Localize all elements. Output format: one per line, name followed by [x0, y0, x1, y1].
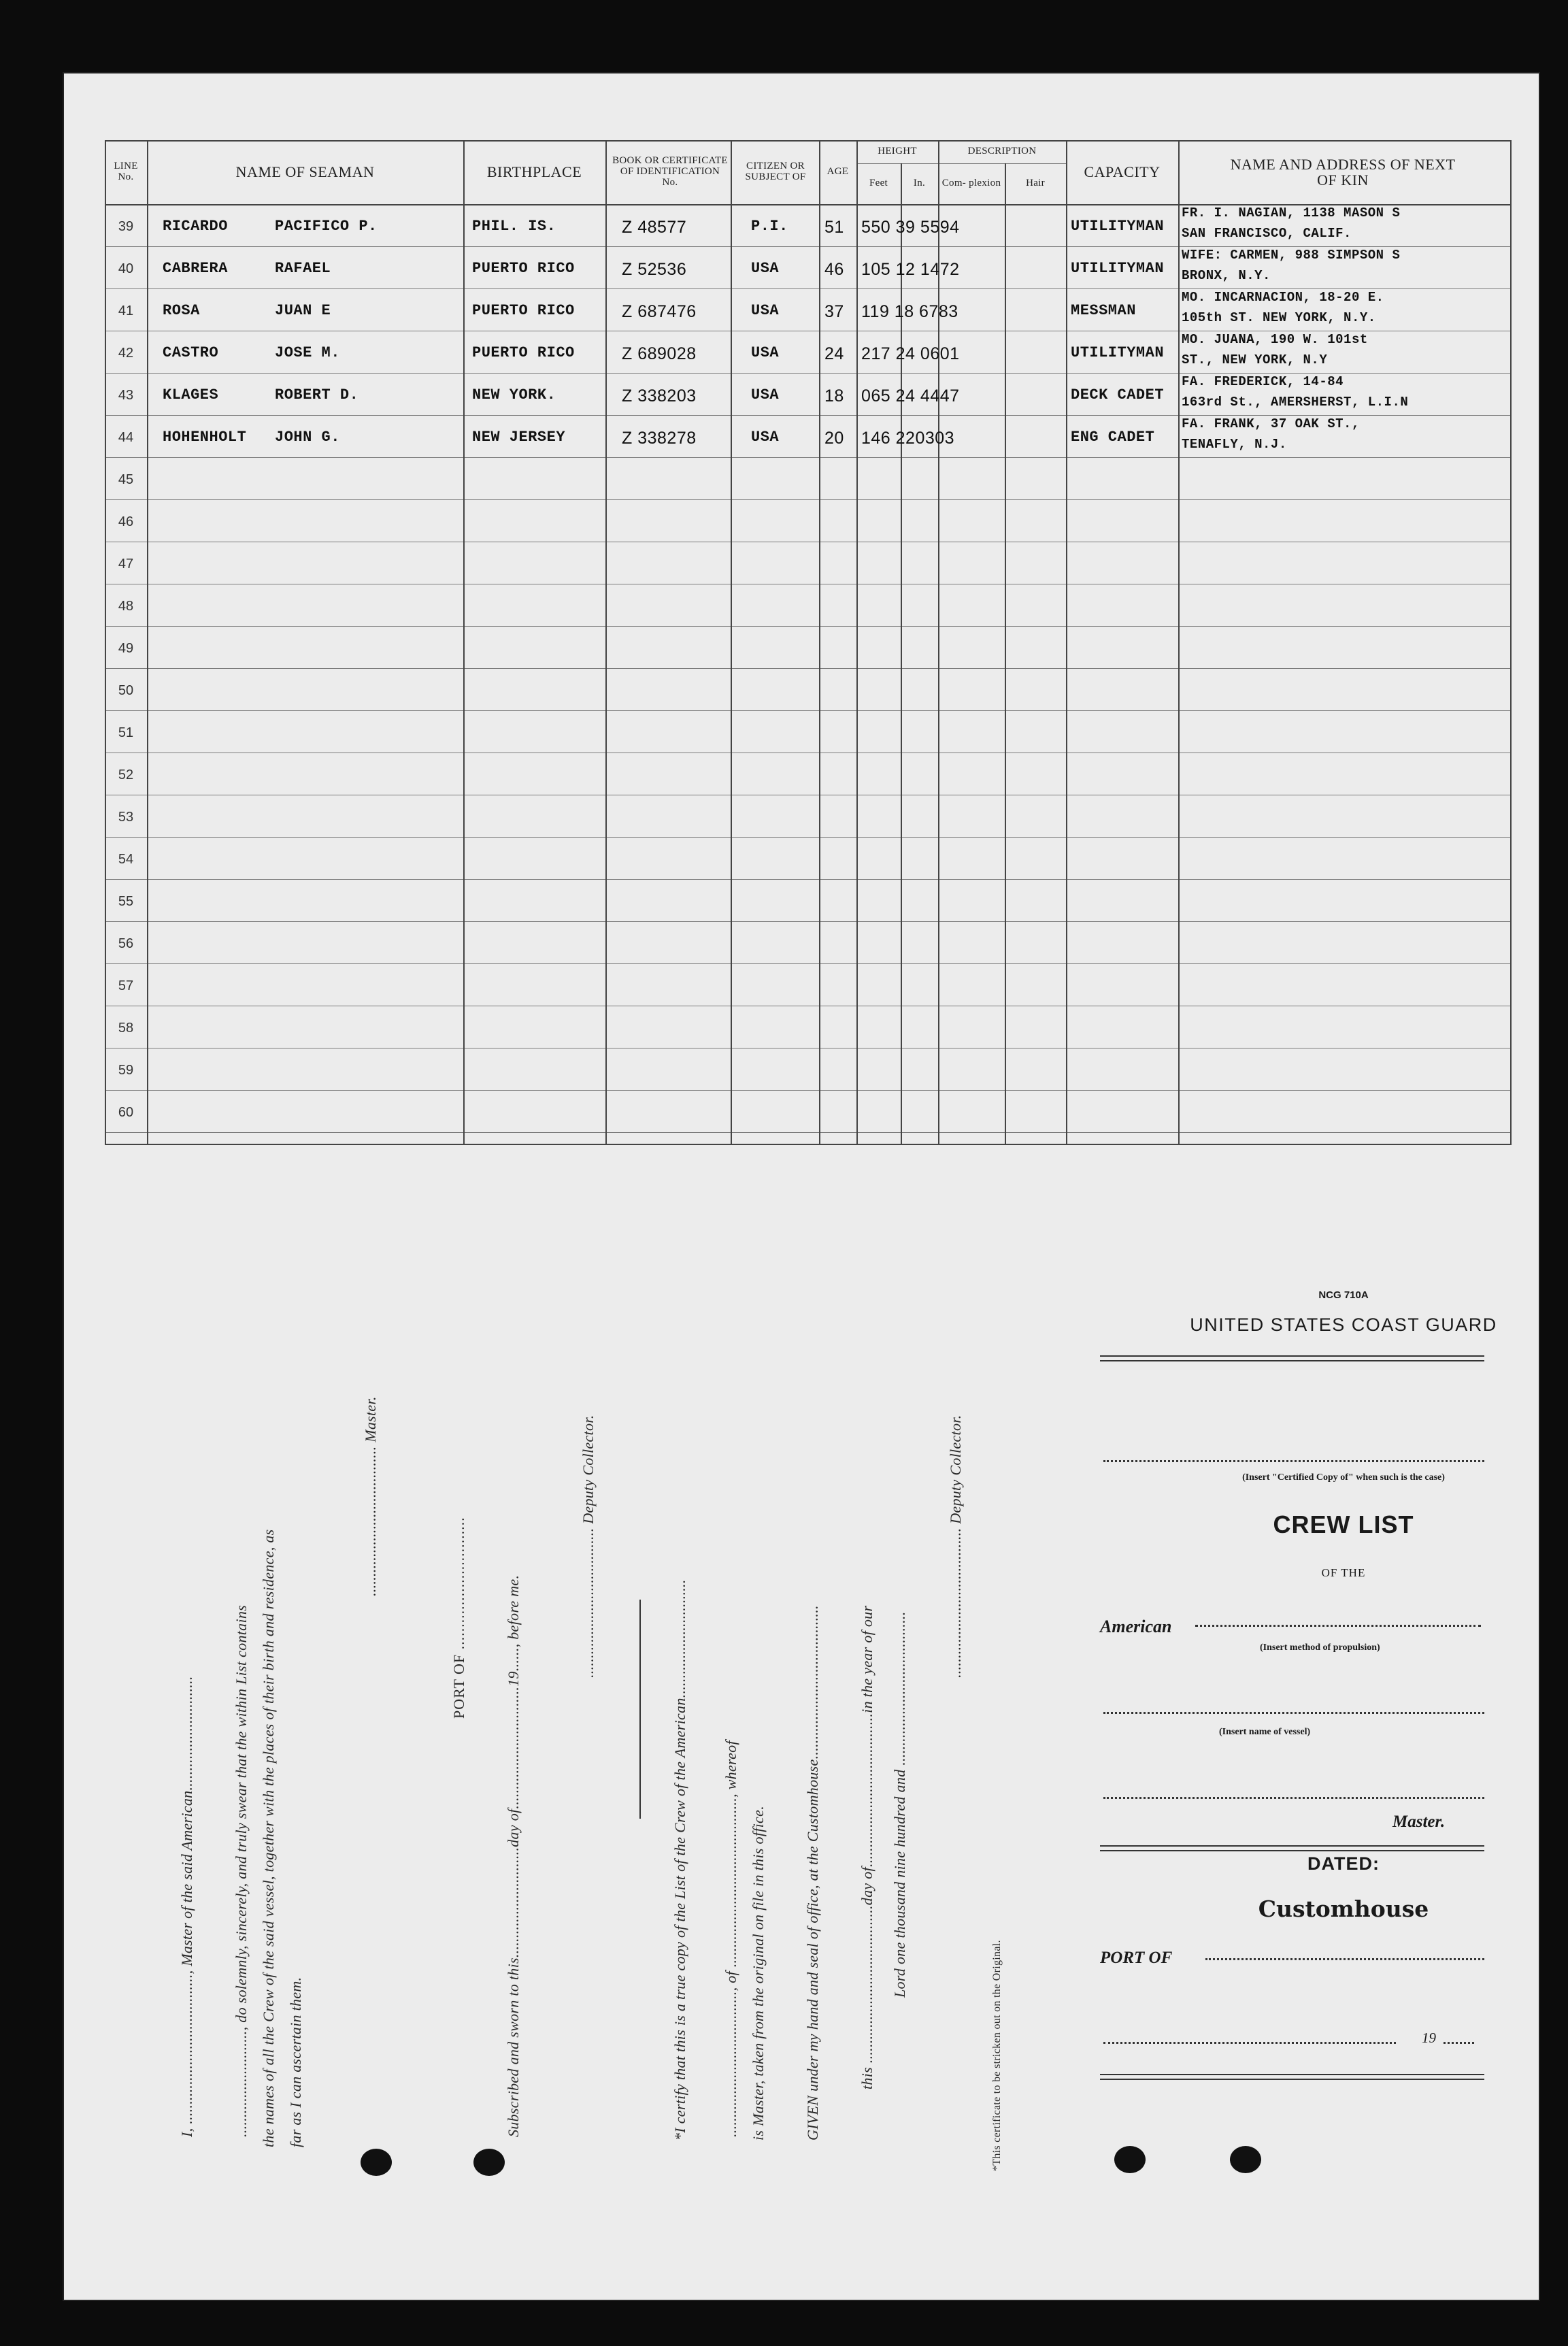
certify-line-6: Lord one thousand nine hundred and ....................................... — [891, 1611, 908, 1998]
header-citizen: CITIZEN OR SUBJECT OF — [745, 161, 806, 182]
punch-hole — [361, 2149, 392, 2176]
oath-port-of: PORT OF .............................. — [450, 1517, 467, 1719]
header-hair: Hair — [1026, 178, 1045, 189]
next-of-kin-line-1: MO. INCARNACION, 18-20 E. — [1182, 290, 1384, 305]
seaman-surname: CASTRO — [163, 344, 219, 361]
birthplace-cell: NEW YORK. — [472, 386, 556, 403]
citizen-cell: USA — [751, 260, 780, 277]
certify-line-4: GIVEN under my hand and seal of office, at the Customhouse....................................... — [804, 1605, 821, 2141]
birthplace-cell: PUERTO RICO — [472, 302, 575, 319]
seaman-surname: CABRERA — [163, 260, 228, 277]
next-of-kin-line-1: FA. FREDERICK, 14-84 — [1182, 374, 1344, 389]
seaman-given-name: PACIFICO P. — [275, 218, 378, 235]
oath-deputy: ...................................... Deputy Collector. — [580, 1415, 597, 1678]
birthplace-cell: PUERTO RICO — [472, 260, 575, 277]
next-of-kin-line-2: ST., NEW YORK, N.Y — [1182, 352, 1328, 367]
citizen-cell: USA — [751, 302, 780, 319]
citizen-cell: USA — [751, 429, 780, 446]
capacity-cell: UTILITYMAN — [1071, 260, 1165, 277]
age-cell: 20 — [824, 429, 844, 448]
book-number-cell: Z 338278 — [622, 429, 697, 448]
of-the-label: OF THE — [1321, 1566, 1366, 1579]
vessel-note: (Insert name of vessel) — [1219, 1727, 1311, 1737]
header-age: AGE — [827, 166, 849, 178]
seaman-given-name: RAFAEL — [275, 260, 331, 277]
header-capacity: CAPACITY — [1084, 163, 1161, 181]
row-rule — [105, 1132, 1512, 1133]
certify-line-1: *I certify that this is a true copy of the List of the Crew of the American.............................. — [671, 1579, 688, 2141]
line-number: 46 — [118, 514, 134, 529]
next-of-kin-line-1: FR. I. NAGIAN, 1138 MASON S — [1182, 205, 1401, 220]
height-cell: 065 24 4447 — [861, 386, 960, 406]
header-height: HEIGHT — [878, 146, 917, 157]
divider-rule — [639, 1600, 641, 1819]
book-number-cell: Z 687476 — [622, 302, 697, 321]
master-field[interactable] — [1103, 1797, 1484, 1799]
line-number: 40 — [118, 261, 134, 276]
seaman-given-name: JOHN G. — [275, 429, 340, 446]
line-number: 54 — [118, 852, 134, 867]
next-of-kin-line-2: BRONX, N.Y. — [1182, 268, 1271, 283]
row-rule — [105, 415, 1512, 416]
certify-line-3: is Master, taken from the original on file in this office. — [750, 1806, 767, 2141]
line-number: 57 — [118, 978, 134, 993]
year-field[interactable] — [1444, 2042, 1474, 2044]
oath-line-1: I, ......................................, Master of the said American............................. — [178, 1676, 195, 2137]
american-label: American — [1100, 1617, 1172, 1636]
row-rule — [105, 668, 1512, 669]
row-rule — [105, 499, 1512, 500]
form-page — [63, 72, 1540, 2301]
header-birthplace: BIRTHPLACE — [486, 163, 582, 181]
header-next-of-kin: NAME AND ADDRESS OF NEXT OF KIN — [1230, 155, 1456, 188]
certify-footnote: *This certificate to be stricken out on the Original. — [991, 1940, 1003, 2171]
customhouse-label: Customhouse — [1258, 1896, 1429, 1922]
birthplace-cell: PUERTO RICO — [472, 344, 575, 361]
agency-double-rule — [1100, 1355, 1484, 1361]
seaman-given-name: JOSE M. — [275, 344, 340, 361]
seaman-given-name: JUAN E — [275, 302, 331, 319]
capacity-cell: DECK CADET — [1071, 386, 1165, 403]
height-cell: 217 24 0601 — [861, 344, 960, 363]
row-rule — [105, 457, 1512, 458]
port-field[interactable] — [1205, 1958, 1484, 1960]
agency-name: UNITED STATES COAST GUARD — [1190, 1315, 1497, 1335]
seaman-surname: HOHENHOLT — [163, 429, 247, 446]
propulsion-field[interactable] — [1195, 1625, 1481, 1627]
birthplace-cell: NEW JERSEY — [472, 429, 566, 446]
seaman-surname: RICARDO — [163, 218, 228, 235]
height-cell: 550 39 5594 — [861, 218, 960, 237]
age-cell: 51 — [824, 218, 844, 237]
date-field[interactable] — [1103, 2042, 1396, 2044]
title-crew-list: CREW LIST — [1273, 1510, 1414, 1538]
vessel-name-field[interactable] — [1103, 1712, 1484, 1714]
age-cell: 37 — [824, 302, 844, 321]
capacity-cell: UTILITYMAN — [1071, 344, 1165, 361]
line-number: 45 — [118, 472, 134, 487]
height-cell: 105 12 1472 — [861, 260, 960, 279]
citizen-cell: P.I. — [751, 218, 788, 235]
form-number: NCG 710A — [1318, 1289, 1369, 1301]
book-number-cell: Z 52536 — [622, 260, 687, 279]
next-of-kin-line-2: SAN FRANCISCO, CALIF. — [1182, 226, 1352, 241]
header-line-no: LINE No. — [114, 161, 138, 182]
next-of-kin-line-1: MO. JUANA, 190 W. 101st — [1182, 332, 1368, 347]
oath-subscribed: Subscribed and sworn to this............................day of...............................19......, before me. — [505, 1574, 522, 2137]
line-number: 42 — [118, 346, 134, 361]
seaman-surname: KLAGES — [163, 386, 219, 403]
port-of-label: PORT OF — [1100, 1949, 1173, 1967]
crew-table — [105, 140, 1512, 1145]
propulsion-note: (Insert method of propulsion) — [1260, 1642, 1380, 1653]
row-rule — [105, 1090, 1512, 1091]
line-number: 50 — [118, 683, 134, 698]
line-number: 60 — [118, 1105, 134, 1120]
line-number: 39 — [118, 219, 134, 234]
row-rule — [105, 246, 1512, 247]
row-rule — [105, 963, 1512, 964]
line-number: 51 — [118, 725, 134, 740]
line-number: 48 — [118, 599, 134, 614]
header-inches: In. — [913, 178, 926, 189]
next-of-kin-line-2: TENAFLY, N.J. — [1182, 437, 1287, 452]
dated-double-rule — [1100, 1845, 1484, 1851]
master-label: Master. — [1392, 1813, 1446, 1831]
next-of-kin-line-1: WIFE: CARMEN, 988 SIMPSON S — [1182, 248, 1401, 263]
certify-line-2: ....................................., of ..........................................., whereof — [722, 1740, 739, 2137]
line-number: 53 — [118, 810, 134, 825]
punch-hole — [1230, 2146, 1261, 2173]
header-feet: Feet — [869, 178, 888, 189]
row-rule — [105, 288, 1512, 289]
dated-label: DATED: — [1307, 1853, 1380, 1874]
row-rule — [105, 879, 1512, 880]
book-number-cell: Z 338203 — [622, 386, 697, 406]
row-rule — [105, 626, 1512, 627]
line-number: 55 — [118, 894, 134, 909]
birthplace-cell: PHIL. IS. — [472, 218, 556, 235]
header-name: NAME OF SEAMAN — [235, 163, 375, 181]
citizen-cell: USA — [751, 344, 780, 361]
citizen-cell: USA — [751, 386, 780, 403]
book-number-cell: Z 48577 — [622, 218, 687, 237]
age-cell: 24 — [824, 344, 844, 363]
next-of-kin-line-1: FA. FRANK, 37 OAK ST., — [1182, 416, 1360, 431]
book-number-cell: Z 689028 — [622, 344, 697, 363]
line-number: 59 — [118, 1063, 134, 1078]
year-label: 19 — [1422, 2030, 1436, 2046]
oath-line-3: the names of all the Crew of the said vessel, together with the places of their birth and residence, as — [260, 1529, 277, 2147]
punch-hole — [473, 2149, 505, 2176]
certify-deputy: ...................................... Deputy Collector. — [947, 1415, 964, 1678]
next-of-kin-line-2: 105th ST. NEW YORK, N.Y. — [1182, 310, 1376, 325]
certify-line-5: this ........................................day of.......................................in the year of our — [858, 1605, 875, 2089]
next-of-kin-line-2: 163rd St., AMERSHERST, L.I.N — [1182, 395, 1409, 410]
table-bottom-rule — [105, 1144, 1512, 1145]
age-cell: 46 — [824, 260, 844, 279]
header-book: BOOK OR CERTIFICATE OF IDENTIFICATION No. — [612, 155, 728, 188]
capacity-cell: ENG CADET — [1071, 429, 1155, 446]
certified-note: (Insert "Certified Copy of" when such is the case) — [1242, 1472, 1445, 1483]
capacity-cell: MESSMAN — [1071, 302, 1136, 319]
header-description: DESCRIPTION — [967, 146, 1037, 157]
line-number: 44 — [118, 430, 134, 445]
oath-line-4: far as I can ascertain them. — [287, 1977, 304, 2147]
line-number: 41 — [118, 303, 134, 318]
header-complexion: Com- plexion — [941, 178, 1001, 189]
bottom-double-rule — [1100, 2074, 1484, 2080]
row-rule — [105, 710, 1512, 711]
line-number: 52 — [118, 767, 134, 782]
oath-master: ...................................... Master. — [362, 1396, 379, 1596]
line-number: 58 — [118, 1021, 134, 1036]
row-rule — [105, 373, 1512, 374]
age-cell: 18 — [824, 386, 844, 406]
height-cell: 119 18 6783 — [861, 302, 958, 321]
height-cell: 146 220303 — [861, 429, 955, 448]
line-number: 47 — [118, 557, 134, 572]
punch-hole — [1114, 2146, 1146, 2173]
line-number: 43 — [118, 388, 134, 403]
seaman-given-name: ROBERT D. — [275, 386, 359, 403]
line-number: 49 — [118, 641, 134, 656]
line-number: 56 — [118, 936, 134, 951]
certified-copy-field[interactable] — [1103, 1460, 1484, 1462]
row-rule — [105, 921, 1512, 922]
capacity-cell: UTILITYMAN — [1071, 218, 1165, 235]
seaman-surname: ROSA — [163, 302, 200, 319]
row-rule — [105, 837, 1512, 838]
oath-line-2: ..........................., do solemnly, sincerely, and truly swear that the within List contains — [233, 1604, 250, 2137]
